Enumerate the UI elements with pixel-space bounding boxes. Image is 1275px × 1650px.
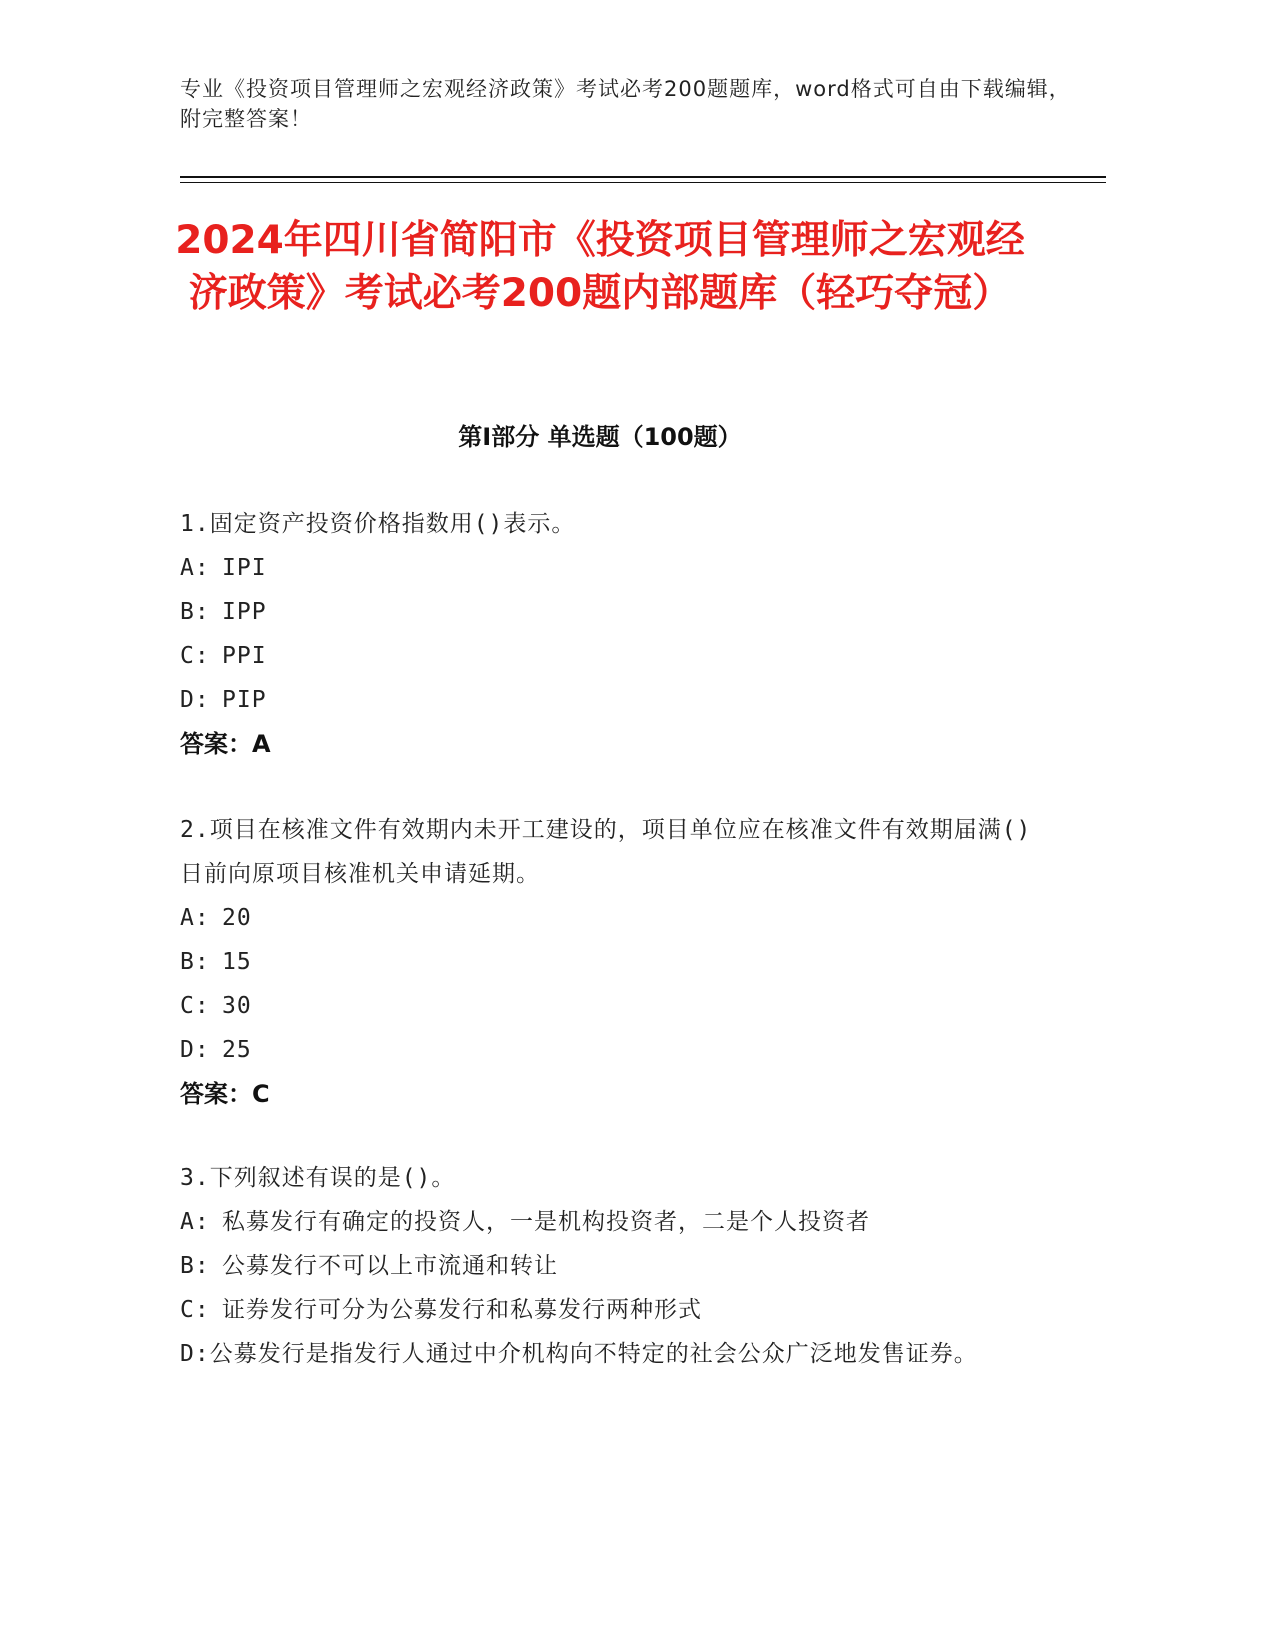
- option-a: [180, 896, 1040, 940]
- option-b: [180, 590, 1040, 634]
- question-1: [180, 502, 1040, 766]
- option-text: 20: [222, 905, 252, 931]
- section-heading: 第Ⅰ部分 单选题（100题）: [458, 423, 742, 451]
- option-c: [180, 634, 1040, 678]
- option-letter: D:: [180, 687, 210, 713]
- option-text: 15: [222, 949, 252, 975]
- option-text: 私募发行有确定的投资人，一是机构投资者，二是个人投资者: [222, 1209, 870, 1235]
- option-letter: D:: [180, 1341, 210, 1367]
- question-stem: 2.项目在核准文件有效期内未开工建设的，项目单位应在核准文件有效期届满()日前向原项目核准机关申请延期。: [180, 817, 1032, 887]
- option-a: [180, 1200, 1040, 1244]
- option-b: [180, 940, 1040, 984]
- option-d: [180, 1332, 1040, 1376]
- option-letter: B:: [180, 949, 210, 975]
- option-d: [180, 1028, 1040, 1072]
- question-3: [180, 1156, 1040, 1376]
- option-text: 30: [222, 993, 252, 1019]
- option-letter: D:: [180, 1037, 210, 1063]
- answer-label: 答案：C: [180, 1080, 270, 1108]
- option-letter: B:: [180, 599, 210, 625]
- document-title: 2024年四川省简阳市《投资项目管理师之宏观经济政策》考试必考200题内部题库（轻巧夺冠）: [175, 218, 1025, 316]
- question-2: [180, 808, 1040, 1116]
- option-text: 证券发行可分为公募发行和私募发行两种形式: [222, 1297, 702, 1323]
- option-a: [180, 546, 1040, 590]
- option-text: PPI: [222, 643, 267, 669]
- header-divider-thin: [180, 182, 1106, 183]
- option-b: [180, 1244, 1040, 1288]
- header-note: 专业《投资项目管理师之宏观经济政策》考试必考200题题库，word格式可自由下载编辑，附完整答案！: [180, 77, 1071, 131]
- option-c: [180, 1288, 1040, 1332]
- option-d: [180, 678, 1040, 722]
- option-text: IPP: [222, 599, 267, 625]
- question-stem: 1.固定资产投资价格指数用()表示。: [180, 511, 576, 537]
- option-text: IPI: [222, 555, 267, 581]
- option-text: 25: [222, 1037, 252, 1063]
- option-letter: C:: [180, 1297, 210, 1323]
- option-letter: A:: [180, 555, 210, 581]
- option-letter: B:: [180, 1253, 210, 1279]
- option-text: 公募发行不可以上市流通和转让: [222, 1253, 558, 1279]
- question-stem: 3.下列叙述有误的是()。: [180, 1165, 456, 1191]
- option-letter: A:: [180, 905, 210, 931]
- option-letter: C:: [180, 993, 210, 1019]
- option-letter: A:: [180, 1209, 210, 1235]
- option-text: PIP: [222, 687, 267, 713]
- option-text: 公募发行是指发行人通过中介机构向不特定的社会公众广泛地发售证券。: [209, 1341, 978, 1367]
- option-c: [180, 984, 1040, 1028]
- answer-label: 答案：A: [180, 730, 271, 758]
- header-divider-thick: [180, 176, 1106, 178]
- option-letter: C:: [180, 643, 210, 669]
